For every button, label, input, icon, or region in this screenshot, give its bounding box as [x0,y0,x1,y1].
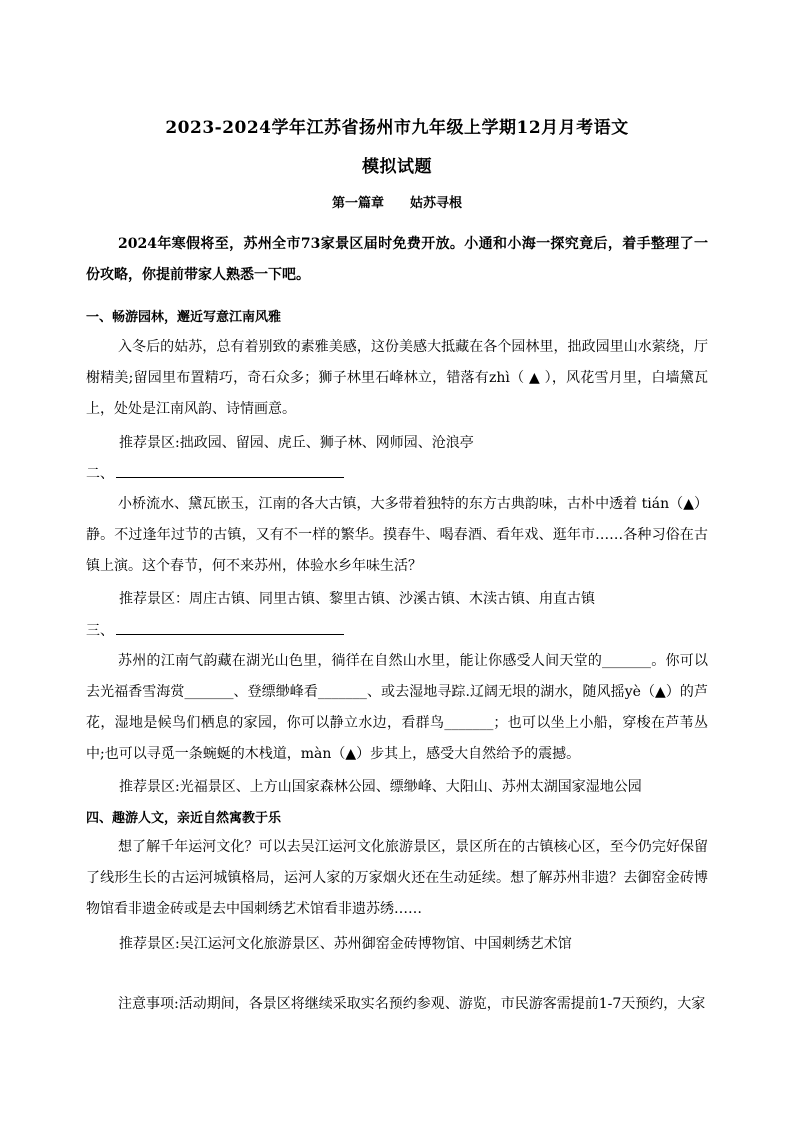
section-3-body: 苏州的江南气韵藏在湖光山色里，徜徉在自然山水里，能让你感受人间天堂的_______。你可以去光福香雪海赏_______、登缥缈峰看_______、或去湿地寻踪.辽阔无垠的湖水，随风摇yè（▲）的芦花，湿地是候鸟们栖息的家园，你可以静立水边，看群鸟_______；也可以坐上小船，穿梭在芦苇丛中;也可以寻觅一条蜿蜒的木栈道，màn（▲）步其上，感受大自然给予的震撼。 [86,653,708,762]
section-1-heading: 一、畅游园林，邂近写意江南风雅 [86,310,282,325]
section-3-heading [86,620,344,640]
section-4-recommendation: 推荐景区:吴江运河文化旅游景区、苏州御窑金砖博物馆、中国刺绣艺术馆 [119,936,572,952]
section-2-heading [86,463,344,483]
section-2-body: 小桥流水、黛瓦嵌玉，江南的各大古镇，大多带着独特的东方古典韵味，古朴中透着 tián（▲）静。不过逢年过节的古镇，又有不一样的繁华。摸春牛、喝春酒、看年戏、逛年市……各种习俗在古镇上演。这个春节，何不来苏州，体验水乡年味生活？ [86,496,708,574]
section-3-recommendation: 推荐景区:光福景区、上方山国家森林公园、缥缈峰、大阳山、苏州太湖国家湿地公园 [119,779,642,795]
section-1-body: 入冬后的姑苏，总有着别致的素雅美感，这份美感大抵藏在各个园林里，拙政园里山水萦绕，厅榭精美;留园里布置精巧，奇石众多；狮子林里石峰林立，错落有zhì（ ▲ ），风花雪月里，白墙黛瓦上，处处是江南风韵、诗情画意。 [86,339,708,417]
chapter-label: 第一篇章 [331,196,384,211]
chapter-heading [0,192,794,211]
section-2-recommendation: 推荐景区：周庄古镇、同里古镇、黎里古镇、沙溪古镇、木渎古镇、甪直古镇 [119,591,595,607]
section-3-blank-line [116,620,344,635]
intro-paragraph: 2024年寒假将至，苏州全市73家景区届时免费开放。小通和小海一探究竟后，着手整理了一份攻略，你提前带家人熟悉一下吧。 [86,236,708,283]
document-title: 2023-2024学年江苏省扬州市九年级上学期12月月考语文 [165,118,629,138]
section-1-recommendation: 推荐景区:拙政园、留园、虎丘、狮子林、网师园、沧浪亭 [119,435,474,451]
section-3-number: 三、 [86,623,114,639]
section-4-heading: 四、趣游人文，亲近自然寓教于乐 [86,811,282,826]
notice-paragraph: 注意事项:活动期间，各景区将继续采取实名预约参观、游览，市民游客需提前1-7天预约，大家 [118,996,706,1012]
section-2-number: 二、 [86,466,114,482]
document-title-line2: 模拟试题 [362,157,432,177]
section-2-blank-line [116,463,344,478]
chapter-name: 姑苏寻根 [410,196,463,211]
section-4-body: 想了解千年运河文化？可以去吴江运河文化旅游景区，景区所在的古镇核心区，至今仍完好保留了线形生长的古运河城镇格局，运河人家的万家烟火还在生动延续。想了解苏州非遗？去御窑金砖博物馆看非遗金砖或是去中国刺绣艺术馆看非遗苏绣…… [86,839,708,917]
